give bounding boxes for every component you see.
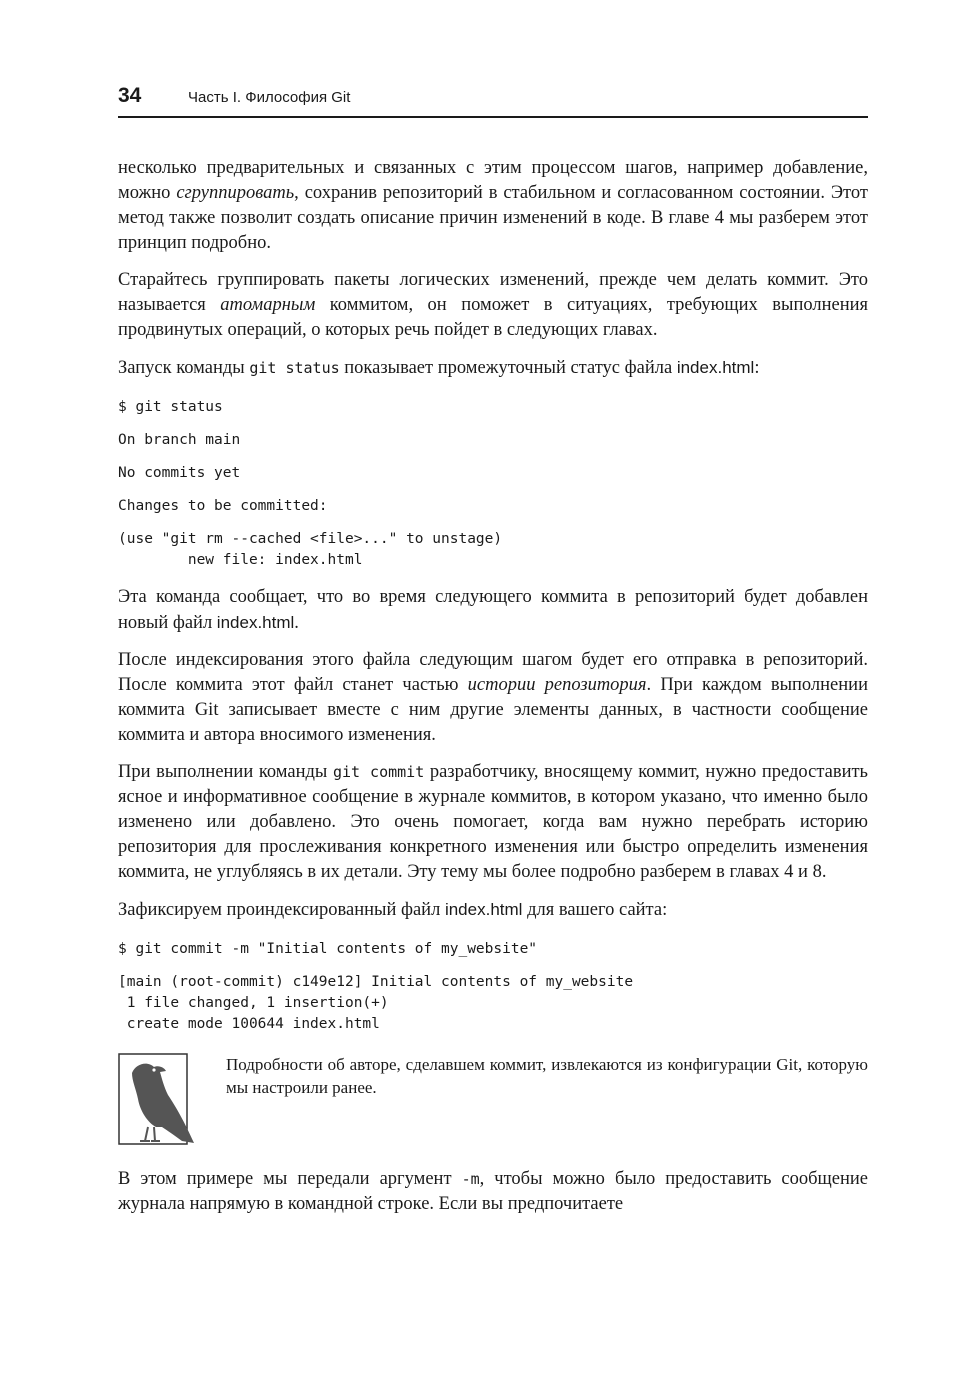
code-line: (use "git rm --cached <file>..." to unstage) xyxy=(118,531,503,547)
code-line: 1 file changed, 1 insertion(+) xyxy=(118,995,389,1011)
filename: index.html xyxy=(444,900,523,919)
code-line: No commits yet xyxy=(118,465,241,481)
note-text: Подробности об авторе, сделавшем коммит, извлекаются из конфигурации Git, которую мы настроили ранее. xyxy=(226,1055,868,1097)
crow-icon xyxy=(118,1053,196,1145)
filename: index.html xyxy=(216,613,295,632)
paragraph-1: несколько предварительных и связанных с этим процессом шагов, например добавление, можно сгруппировать, сохранив репозиторий в стабильном и согласованном состоянии. Этот метод также позволит создать описание причин изменений в коде. В главе 4 мы разберем этот принцип подробно. xyxy=(118,158,868,253)
inline-code: -m xyxy=(461,1170,480,1188)
inline-code: git commit xyxy=(332,763,425,781)
filename: index.html xyxy=(676,358,755,377)
inline-code: git status xyxy=(249,359,340,377)
code-line: new file: index.html xyxy=(118,552,363,568)
page-number: 34 xyxy=(118,84,142,107)
emphasis: сгруппировать xyxy=(176,183,295,203)
emphasis: атомарным xyxy=(220,295,316,315)
paragraph-6: При выполнении команды git commit разработчику, вносящему коммит, нужно предоставить ясное и информативное сообщение в журнале коммитов, в котором указано, что именно было изменено или добавлено. Это очень помогает, когда вам нужно перебрать историю репозитория для прослеживания конкретного изменения или быстро определить изменения коммита, не углубляясь в их детали. Эту тему мы более подробно разберем в главах 4 и 8. xyxy=(118,762,868,882)
code-block-git-status xyxy=(118,397,868,571)
paragraph-2: Старайтесь группировать пакеты логических изменений, прежде чем делать коммит. Это называется атомарным коммитом, он поможет в ситуациях, требующих выполнения продвинутых операций, о которых речь пойдет в следующих главах. xyxy=(118,270,868,340)
emphasis: истории репозитория xyxy=(467,675,647,695)
paragraph-8: В этом примере мы передали аргумент -m, чтобы можно было предоставить сообщение журнала напрямую в командной строке. Если вы предпочитаете xyxy=(118,1169,869,1214)
page-body xyxy=(118,156,868,1217)
running-title: Часть I. Философия Git xyxy=(188,89,351,106)
code-block-git-commit xyxy=(118,939,868,1035)
book-page xyxy=(118,84,868,1229)
note-box xyxy=(118,1053,868,1145)
paragraph-7: Зафиксируем проиндексированный файл index.html для вашего сайта: xyxy=(118,900,668,920)
code-line: On branch main xyxy=(118,432,241,448)
paragraph-3: Запуск команды git status показывает промежуточный статус файла index.html: xyxy=(118,358,760,378)
code-line: $ git commit -m "Initial contents of my_website" xyxy=(118,941,538,957)
code-line: create mode 100644 index.html xyxy=(118,1016,380,1032)
code-line: [main (root-commit) c149e12] Initial contents of my_website xyxy=(118,974,634,990)
paragraph-4: Эта команда сообщает, что во время следующего коммита в репозиторий будет добавлен новый файл index.html. xyxy=(118,587,868,633)
code-line: $ git status xyxy=(118,399,223,415)
code-line: Changes to be committed: xyxy=(118,498,328,514)
page-header xyxy=(118,84,868,118)
paragraph-5: После индексирования этого файла следующим шагом будет его отправка в репозиторий. После коммита этот файл станет частью истории репозитория. При каждом выполнении коммита Git записывает вместе с ним другие элементы данных, в частности сообщение коммита и автора вносимого изменения. xyxy=(118,650,868,745)
